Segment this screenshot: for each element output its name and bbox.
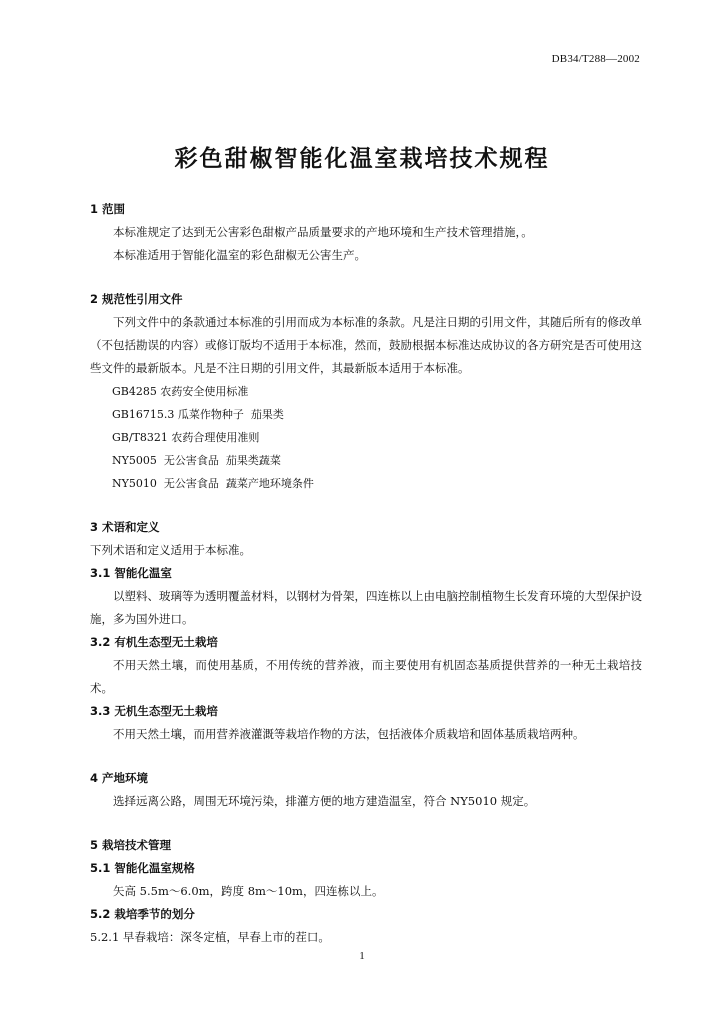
subsection-5-1-text: 矢高 5.5m～6.0m，跨度 8m～10m，四连栋以上。 — [113, 884, 384, 898]
section-3-heading: 3 术语和定义 — [90, 520, 160, 534]
term-3-2-heading: 3.2 有机生态型无土栽培 — [90, 635, 218, 649]
section-1-heading: 1 范围 — [90, 202, 126, 216]
section-4-text: 选择远离公路，周围无环境污染，排灌方便的地方建造温室，符合 NY5010 规定。 — [113, 794, 536, 808]
section-2-paragraph: 下列文件中的条款通过本标准的引用而成为本标准的条款。凡是注日期的引用文件，其随后所有的修改单（不包括勘误的内容）或修订版均不适用于本标准，然而，鼓励根据本标准达成协议的各方研究是否可使用这些文件的最新版本。凡是不注日期的引用文件，其最新版本适用于本标准。 — [90, 315, 642, 375]
term-3-1-heading: 3.1 智能化温室 — [90, 566, 172, 580]
reference-item: GB4285 农药安全使用标准 — [112, 385, 249, 398]
document-title: 彩色甜椒智能化温室栽培技术规程 — [174, 146, 550, 172]
section-4-heading: 4 产地环境 — [90, 771, 149, 785]
document-code: DB34/T288—2002 — [551, 53, 640, 65]
subsection-5-2-heading: 5.2 栽培季节的划分 — [90, 907, 195, 921]
section-3-intro: 下列术语和定义适用于本标准。 — [90, 543, 251, 557]
term-3-3-text: 不用天然土壤，而用营养液灌溉等栽培作物的方法，包括液体介质栽培和固体基质栽培两种。 — [113, 727, 585, 741]
reference-item: NY5010 无公害食品 蔬菜产地环境条件 — [112, 477, 314, 490]
section-1-paragraph-2: 本标准适用于智能化温室的彩色甜椒无公害生产。 — [113, 248, 366, 262]
term-3-1-text: 以塑料、玻璃等为透明覆盖材料，以钢材为骨架，四连栋以上由电脑控制植物生长发育环境的大型保护设施，多为国外进口。 — [90, 589, 642, 626]
section-5-heading: 5 栽培技术管理 — [90, 838, 172, 852]
reference-item: GB/T8321 农药合理使用准则 — [112, 431, 260, 444]
section-2-heading: 2 规范性引用文件 — [90, 292, 183, 306]
page-number: 1 — [359, 950, 365, 962]
term-3-2-text: 不用天然土壤，而使用基质，不用传统的营养液，而主要使用有机固态基质提供营养的一种无土栽培技术。 — [90, 658, 642, 695]
reference-item: NY5005 无公害食品 茄果类蔬菜 — [112, 454, 281, 467]
reference-item: GB16715.3 瓜菜作物种子 茄果类 — [112, 408, 284, 421]
term-3-3-heading: 3.3 无机生态型无土栽培 — [90, 704, 218, 718]
subsection-5-2-1-text: 5.2.1 早春栽培：深冬定植，早春上市的茬口。 — [90, 930, 330, 944]
document-body — [90, 198, 642, 949]
subsection-5-1-heading: 5.1 智能化温室规格 — [90, 861, 195, 875]
section-1-paragraph-1: 本标准规定了达到无公害彩色甜椒产品质量要求的产地环境和生产技术管理措施，。 — [113, 225, 533, 239]
